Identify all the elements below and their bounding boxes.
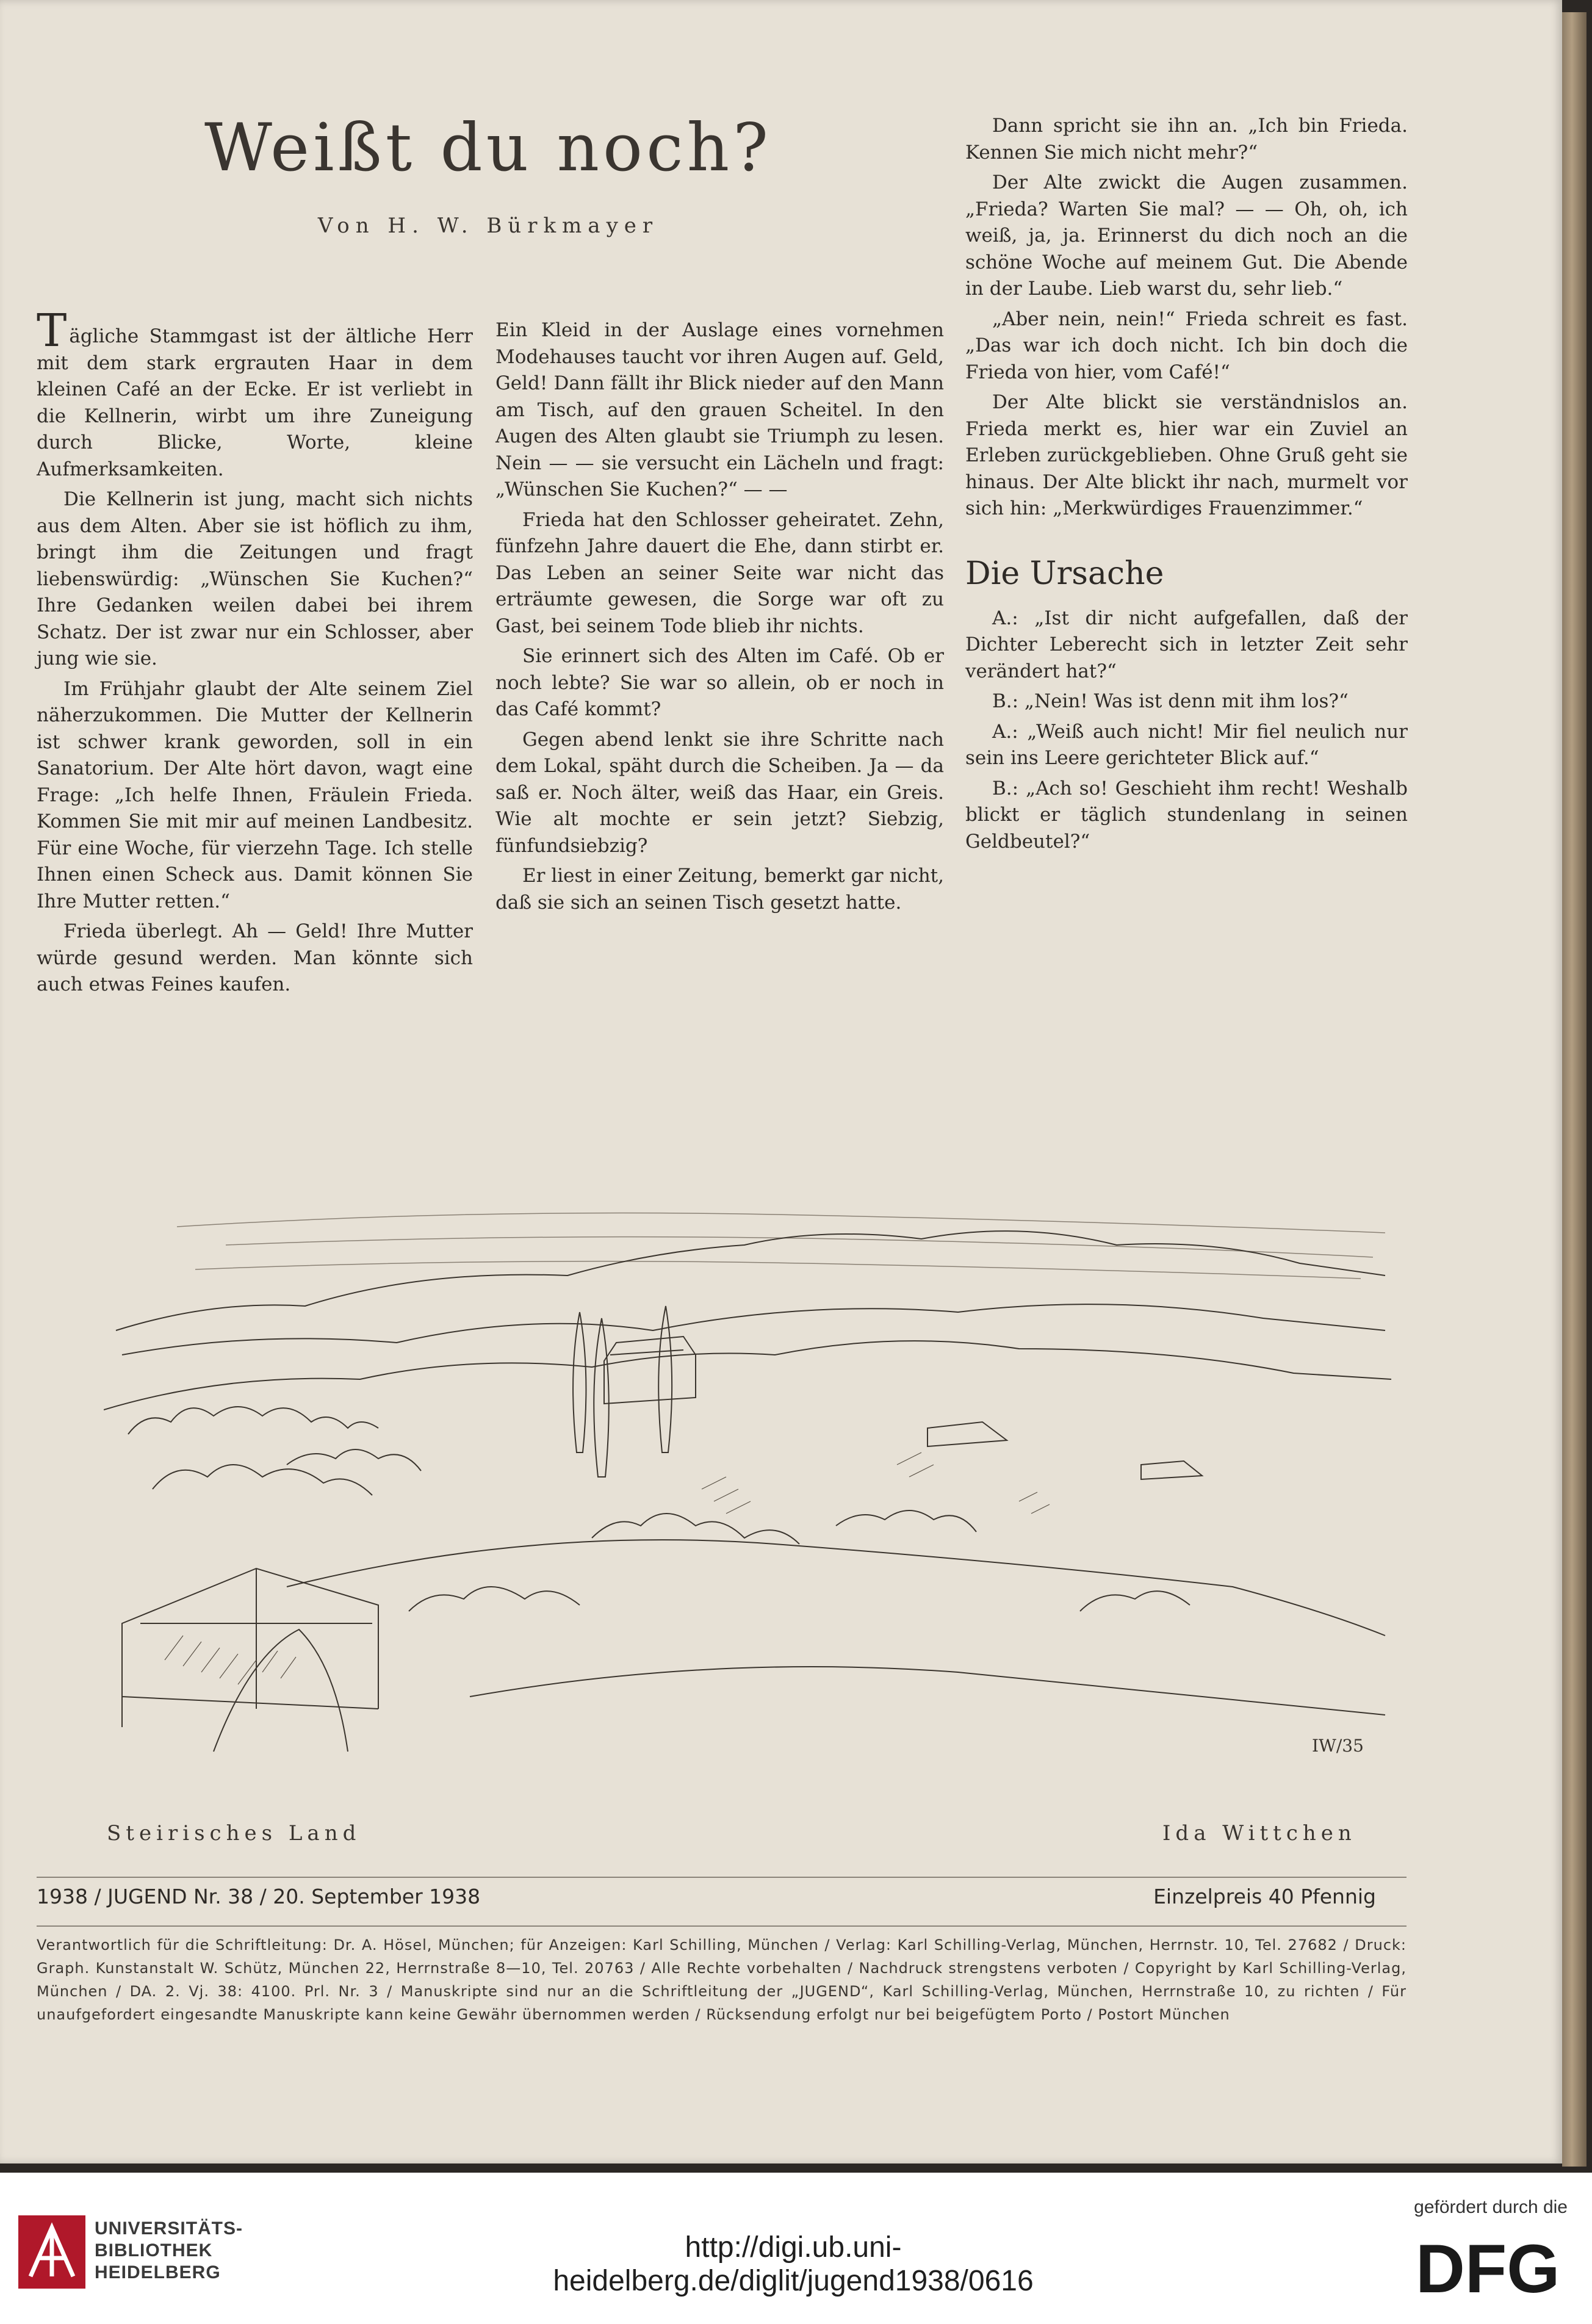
price-line: Einzelpreis 40 Pfennig [1153, 1885, 1376, 1908]
text-column-3 [965, 113, 1408, 855]
paragraph: „Aber nein, nein!“ Frieda schreit es fast. „Das war ich doch nicht. Ich bin doch die Frieda von hier, vom Café!“ [965, 308, 1408, 383]
dialog-line: A.: „Ist dir nicht aufgefallen, daß der Dichter Leberecht sich in letzter Zeit sehr verändert hat?“ [965, 607, 1408, 682]
meadow-line [287, 1540, 1385, 1636]
library-name: UNIVERSITÄTS- BIBLIOTHEK HEIDELBERG [95, 2218, 243, 2282]
paragraph: Frieda überlegt. Ah — Geld! Ihre Mutter würde gesund werden. Man könnte sich auch etwas Feines kaufen. [37, 920, 473, 995]
barns [122, 1568, 378, 1752]
paragraph: Gegen abend lenkt sie ihre Schritte nach dem Lokal, späht durch die Scheiben. Ja — da saß er. Noch älter, weiß das Haar, ein Greis. Wie alt mochte er sein jetzt? Siebzig, fünfundsiebzig? [495, 728, 944, 857]
funding-note: gefördert durch die [1414, 2197, 1568, 2217]
paragraph: Er liest in einer Zeitung, bemerkt gar nicht, daß sie sich an seinen Tisch gesetzt hatte. [495, 865, 944, 914]
landscape-illustration [104, 1147, 1397, 1770]
artist-signature: IW/35 [1312, 1736, 1364, 1756]
university-seal-icon [18, 2215, 85, 2289]
paragraph: Tägliche Stammgast ist der ältliche Herr mit dem stark ergrauten Haar in dem kleinen Café an der Ecke. Er ist verliebt in die Kellnerin, wirbt um ihre Zuneigung durch Blicke, Worte, kleine Aufmerksamkeiten. [37, 305, 473, 480]
paragraph: Frieda hat den Schlosser geheiratet. Zehn, fünfzehn Jahre dauert die Ehe, dann stirbt er. Das Leben an seiner Seite war nicht das erträumte gewesen, die Sorge war oft zu Gast, bei seinem Tode blieb ihr nichts. [495, 508, 944, 637]
illustration-caption: Steirisches Land [107, 1821, 361, 1846]
section-heading: Die Ursache [965, 555, 1164, 592]
page-edge [1562, 12, 1587, 2167]
dialog-line: A.: „Weiß auch nicht! Mir fiel neulich nur sein ins Leere gerichteter Blick auf.“ [965, 720, 1408, 769]
svg-text:DFG: DFG [1416, 2234, 1560, 2301]
paragraph: Ein Kleid in der Auslage eines vornehmen Modehauses taucht vor ihren Augen auf. Geld, Geld! Dann fällt ihr Blick nieder auf den Mann am Tisch, auf den grauen Scheitel. In den Augen des Alten glaubt sie Triumph zu lesen. Nein — — sie versucht ein Lächeln und fragt: „Wünschen Sie Kuchen?“ — — [495, 319, 944, 500]
illustration-artist: Ida Wittchen [1162, 1821, 1356, 1846]
issue-line: 1938 / JUGEND Nr. 38 / 20. September 1938 [37, 1885, 481, 1908]
dfg-logo-icon [1416, 2234, 1568, 2301]
paragraph: Im Frühjahr glaubt der Alte seinem Ziel näherzukommen. Die Mutter der Kellnerin ist schwer krank geworden, soll in ein Sanatorium. Der Alte hört davon, wagt eine Frage: „Ich helfe Ihnen, Fräulein Frieda. Kommen Sie mit mir auf meinen Landbesitz. Für eine Woche, für vierzehn Tage. Ich stelle Ihnen einen Scheck aus. Damit können Sie Ihre Mutter retten.“ [37, 677, 473, 912]
permalink[interactable]: http://digi.ub.uni-heidelberg.de/diglit/jugend1938/0616 [553, 2231, 1034, 2297]
poplar-trees [573, 1306, 672, 1477]
paragraph: Der Alte zwickt die Augen zusammen. „Frieda? Warten Sie mal? — — Oh, oh, ich weiß, ja, ja. Erinnerst du dich noch an die schöne Woche auf meinem Gut. Die Abende in der Laube. Lieb warst du, sehr lieb.“ [965, 171, 1408, 300]
drop-cap: T [37, 305, 67, 357]
text-column-2 [495, 317, 944, 916]
article-author: Von H. W. Bürkmayer [317, 214, 659, 238]
paragraph: Der Alte blickt sie verständnislos an. Frieda merkt es, hier war ein Zuviel an Erleben zurückgeblieben. Ohne Gruß geht sie hinaus. Der Alte blickt ihr nach, murmelt vor sich hin: „Merkwürdiges Frauenzimmer.“ [965, 391, 1408, 519]
divider [37, 1877, 1407, 1878]
farmhouse [604, 1337, 696, 1404]
tree-masses [128, 1407, 976, 1544]
text-column-1 [37, 305, 473, 998]
dialog-line: B.: „Nein! Was ist denn mit ihm los?“ [992, 690, 1349, 712]
article-title: Weißt du noch? [204, 110, 773, 186]
imprint-text: Verantwortlich für die Schriftleitung: Dr. A. Hösel, München; für Anzeigen: Karl Schilling, München / Verlag: Karl Schilling-Verlag, München, Herrnstr. 10, Tel. 27682 / Druck: Graph. Kunstanstalt W. Schütz, München 22, Herrnstraße 8—10, Tel. 20763 / Alle Rechte vorbehalten / Nachdruck strengstens verboten / Copyright by Karl Schilling-Verlag, München / DA. 2. Vj. 38: 4100. Prl. Nr. 3 / Manuskripte sind nur an die Schriftleitung der „JUGEND“, Karl Schilling-Verlag, München, Herrnstraße 10, zu richten / Für unaufgefordert eingesandte Manuskripte kann keine Gewähr übernommen werden / Rücksendung erfolgt nur bei beigefügtem Porto / Postort München [37, 1936, 1407, 2023]
paragraph: Dann spricht sie ihn an. „Ich bin Frieda. Kennen Sie mich nicht mehr?“ [965, 115, 1408, 164]
divider [37, 1925, 1407, 1927]
dialog-line: B.: „Ach so! Geschieht ihm recht! Weshalb blickt er täglich stundenlang in seinen Geldbeutel?“ [965, 777, 1408, 853]
paragraph: Die Kellnerin ist jung, macht sich nichts aus dem Alten. Aber sie ist höflich zu ihm, bringt ihm die Zeitungen und fragt liebenswürdig: „Wünschen Sie Kuchen?“ Ihre Gedanken weilen dabei bei ihrem Schatz. Der ist zwar nur ein Schlosser, aber jung wie sie. [37, 488, 473, 669]
paragraph: Sie erinnert sich des Alten im Café. Ob er noch lebte? Sie war so allein, ob er noch in das Café kommt? [495, 645, 944, 720]
